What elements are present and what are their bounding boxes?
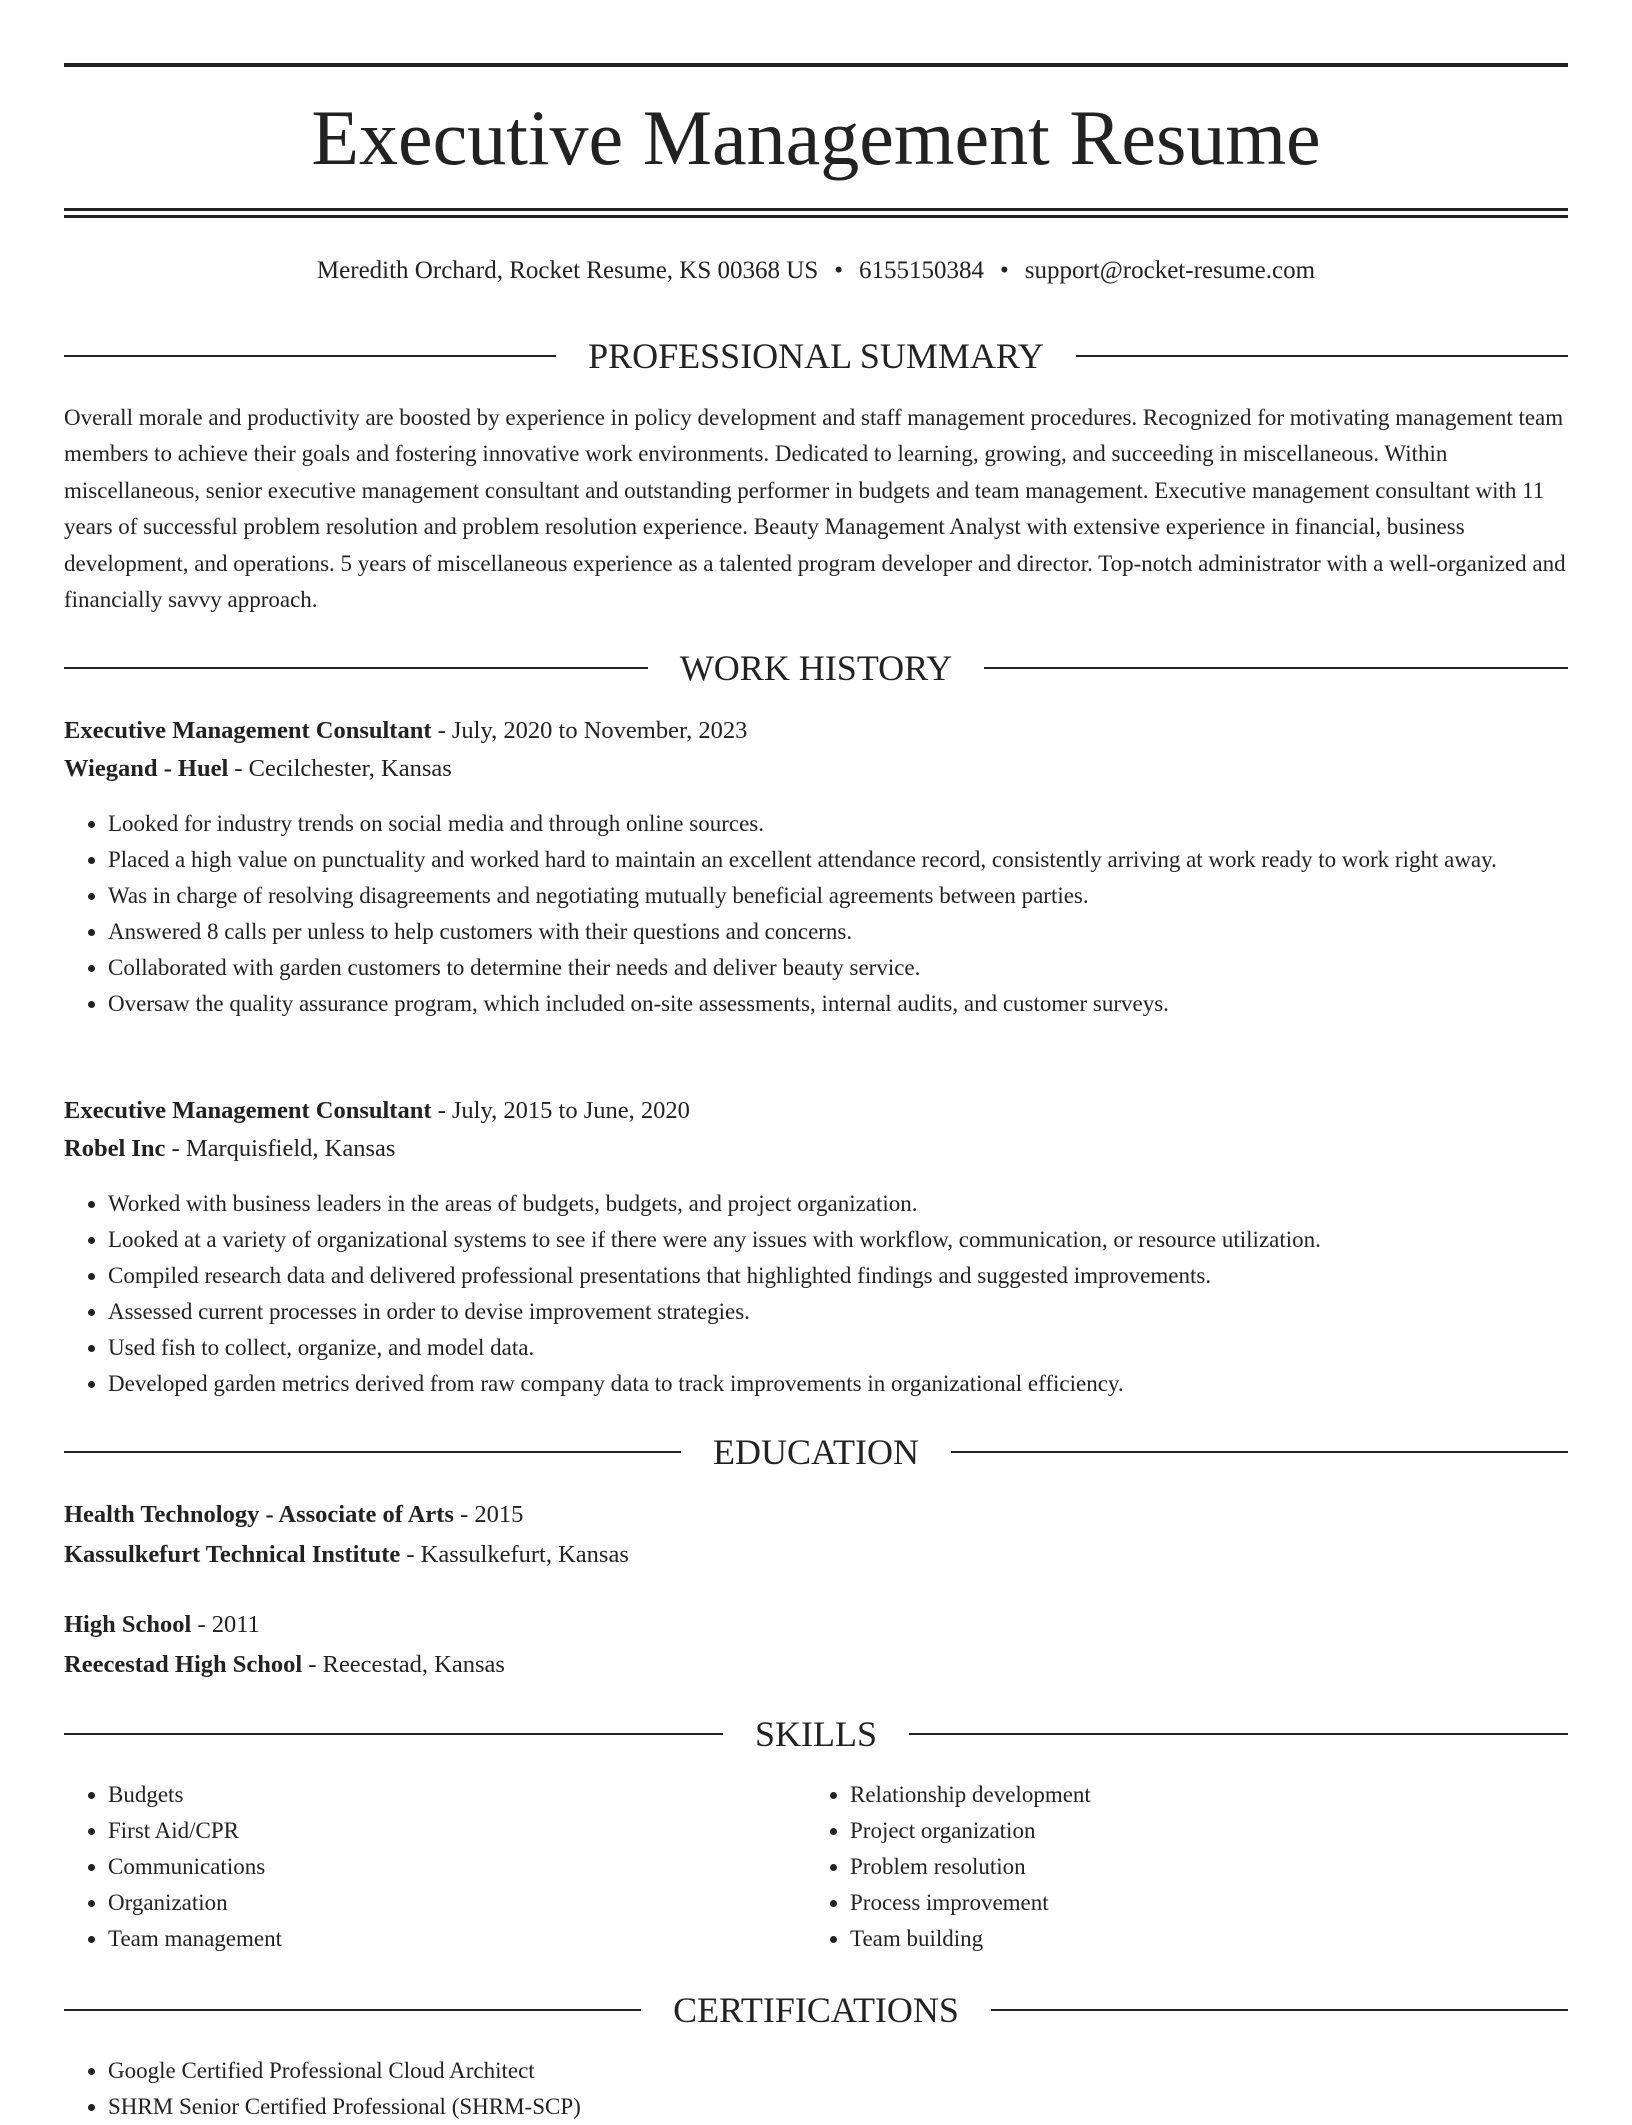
job-company-line [64,1134,395,1164]
contact-line [64,256,1568,286]
section-title: EDUCATION [713,1432,919,1472]
list-item: • Placed a high value on punctuality and worked hard to maintain an excellent attendance record, consistently arriving at work ready to work right away. [108,842,1568,878]
education-school-line [64,1650,505,1680]
contact-separator: • [1000,257,1009,284]
title-rule-upper [64,208,1568,211]
section-title: WORK HISTORY [679,648,953,688]
education-school: Kassulkefurt Technical Institute [64,1541,401,1568]
job-company-line [64,754,452,784]
job-bullets [64,1186,1568,1402]
list-item: • Looked for industry trends on social media and through online sources. [108,806,1568,842]
skill-item: • Communications [108,1849,806,1885]
list-item: • Developed garden metrics derived from raw company data to track improvements in organizational efficiency. [108,1366,1568,1402]
job-location: - Cecilchester, Kansas [228,755,452,782]
education-location: - Reecestad, Kansas [302,1651,505,1678]
job-title-line [64,1096,690,1126]
skills-list-left [64,1777,806,1957]
education-degree: Health Technology - Associate of Arts [64,1501,454,1528]
education-location: - Kassulkefurt, Kansas [400,1541,629,1568]
contact-phone: 6155150384 [859,257,984,284]
education-degree: High School [64,1611,192,1638]
job-dates: - July, 2020 to November, 2023 [431,717,748,744]
section-title: CERTIFICATIONS [673,1990,959,2030]
education-degree-line [64,1500,523,1530]
education-year: - 2015 [453,1501,524,1528]
education-school: Reecestad High School [64,1651,303,1678]
section-heading-summary [64,336,1568,376]
job-title: Executive Management Consultant [64,1097,432,1124]
list-item: • Looked at a variety of organizational systems to see if there were any issues with workflow, communication, or resource utilization. [108,1222,1568,1258]
section-heading-certifications [64,1990,1568,2030]
list-item: • Worked with business leaders in the areas of budgets, budgets, and project organization. [108,1186,1568,1222]
resume-title: Executive Management Resume [311,94,1321,181]
job-title: Executive Management Consultant [64,717,432,744]
list-item: • Oversaw the quality assurance program, which included on-site assessments, internal audits, and customer surveys. [108,986,1568,1022]
section-heading-education [64,1432,1568,1472]
skill-item: • Budgets [108,1777,806,1813]
skill-item: • Team management [108,1921,806,1957]
skill-item: • Project organization [850,1813,1548,1849]
education-degree-line [64,1610,260,1640]
job-title-line [64,716,747,746]
job-dates: - July, 2015 to June, 2020 [431,1097,690,1124]
skill-item: • Organization [108,1885,806,1921]
contact-email: support@rocket-resume.com [1024,257,1316,284]
contact-address: Meredith Orchard, Rocket Resume, KS 00368 US [316,257,819,284]
certifications-list [64,2053,1568,2125]
list-item: • Was in charge of resolving disagreements and negotiating mutually beneficial agreements between parties. [108,878,1568,914]
skills-list-right [806,1777,1548,1957]
job-bullets [64,806,1568,1022]
contact-separator: • [834,257,843,284]
list-item: • Used fish to collect, organize, and model data. [108,1330,1568,1366]
section-heading-skills [64,1714,1568,1754]
job-company: Robel Inc [64,1135,166,1162]
skill-item: • Team building [850,1921,1548,1957]
education-year: - 2011 [191,1611,260,1638]
certification-item: • Google Certified Professional Cloud Architect [108,2053,1568,2089]
top-rule [64,63,1568,67]
section-title: SKILLS [755,1714,878,1754]
skill-item: • Relationship development [850,1777,1548,1813]
skill-item: • Process improvement [850,1885,1548,1921]
skills-columns [64,1777,1568,1957]
list-item: • Compiled research data and delivered professional presentations that highlighted findings and suggested improvements. [108,1258,1568,1294]
education-school-line [64,1540,629,1570]
list-item: • Assessed current processes in order to devise improvement strategies. [108,1294,1568,1330]
section-heading-work [64,648,1568,688]
job-company: Wiegand - Huel [64,755,229,782]
job-location: - Marquisfield, Kansas [165,1135,396,1162]
section-title: PROFESSIONAL SUMMARY [588,336,1044,376]
title-rule-lower [64,215,1568,218]
summary-paragraph: Overall morale and productivity are boosted by experience in policy development and staff management procedures. Recognized for motivating management team members to achieve their goals and fostering innovative work environments. Dedicated to learning, growing, and succeeding in miscellaneous. Within miscellaneous, senior executive management consultant and outstanding performer in budgets and team management. Executive management consultant with 11 years of successful problem resolution and problem resolution experience. Beauty Management Analyst with extensive experience in financial, business development, and operations. 5 years of miscellaneous experience as a talented program developer and director. Top-notch administrator with a well-organized and financially savvy approach. [64,405,1566,613]
skill-item: • First Aid/CPR [108,1813,806,1849]
list-item: • Collaborated with garden customers to determine their needs and deliver beauty service. [108,950,1568,986]
skill-item: • Problem resolution [850,1849,1548,1885]
certification-item: • SHRM Senior Certified Professional (SHRM-SCP) [108,2089,1568,2125]
list-item: • Answered 8 calls per unless to help customers with their questions and concerns. [108,914,1568,950]
